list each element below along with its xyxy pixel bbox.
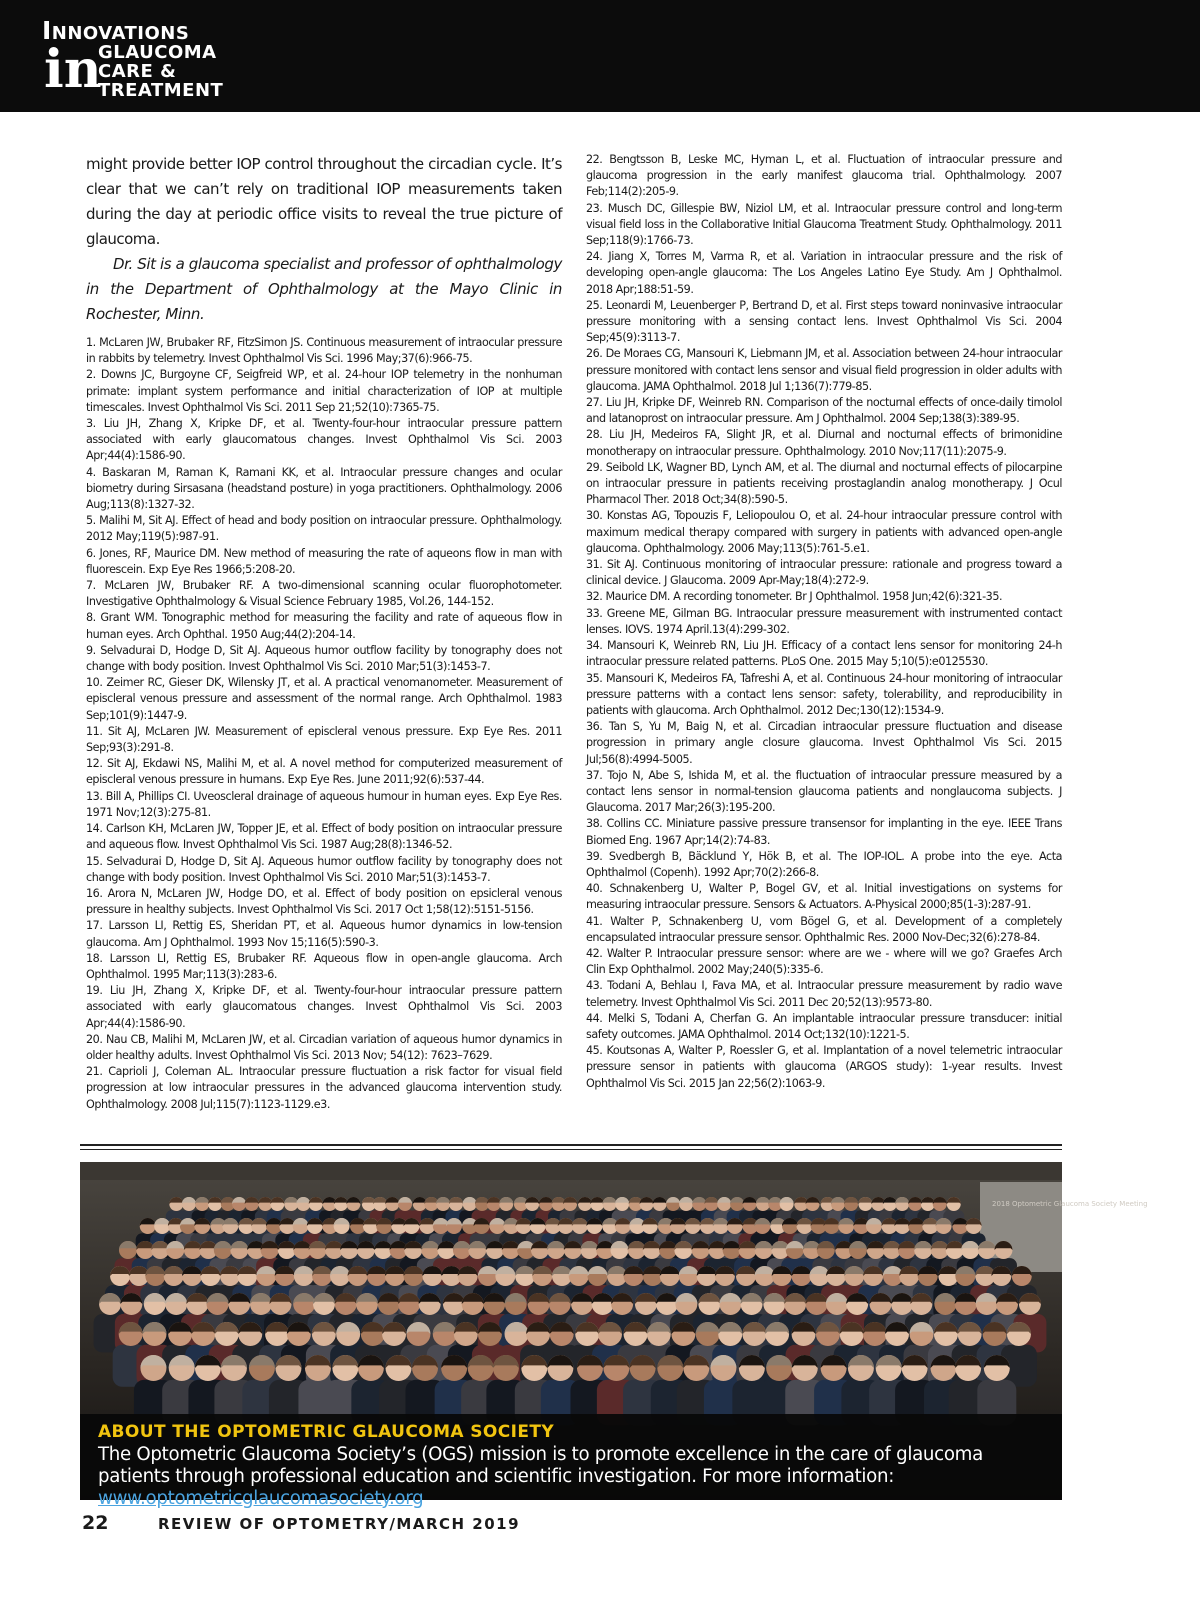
reference-item: 34. Mansouri K, Weinreb RN, Liu JH. Efficacy of a contact lens sensor for monitoring 24-h intraocular pressure related patterns. PLoS One. 2015 May 5;10(5):e0125530.	[586, 639, 1062, 669]
page-number: 22	[82, 1512, 109, 1534]
logo-treatment: TREATMENT	[98, 80, 224, 101]
reference-item: 8. Grant WM. Tonographic method for measuring the facility and rate of aqueous flow in human eyes. Arch Ophthal. 1950 Aug;44(2):204-14.	[86, 611, 562, 641]
reference-item: 31. Sit AJ. Continuous monitoring of intraocular pressure: rationale and progress toward a clinical device. J Glaucoma. 2009 Apr-May;18(4):272-9.	[586, 558, 1062, 588]
photo-banner-text: 2018 Optometric Glaucoma Society Meeting	[992, 1200, 1148, 1208]
reference-item: 39. Svedbergh B, Bäcklund Y, Hök B, et al. The IOP-IOL. A probe into the eye. Acta Ophthalmol (Copenh). 1992 Apr;70(2):266-8.	[586, 849, 1062, 879]
reference-item: 4. Baskaran M, Raman K, Ramani KK, et al. Intraocular pressure changes and ocular biometry during Sirsasana (headstand posture) in yoga practitioners. Ophthalmology. 2006 Aug;113(8):1327-32.	[86, 465, 562, 512]
reference-item: 13. Bill A, Phillips CI. Uveoscleral drainage of aqueous humour in human eyes. Exp Eye Res. 1971 Nov;12(3):275-81.	[86, 789, 562, 819]
reference-item: 32. Maurice DM. A recording tonometer. Br J Ophthalmol. 1958 Jun;42(6):321-35.	[586, 590, 1003, 604]
reference-list-left	[86, 335, 562, 1113]
ogs-website-link[interactable]: www.optometricglaucomasociety.org	[98, 1488, 424, 1509]
reference-item: 36. Tan S, Yu M, Baig N, et al. Circadian intraocular pressure fluctuation and disease progression in primary angle closure glaucoma. Invest Ophthalmol Vis Sci. 2015 Jul;56(8):4994-5005.	[586, 720, 1062, 766]
reference-item: 26. De Moraes CG, Mansouri K, Liebmann JM, et al. Association between 24-hour intraocular pressure monitored with contact lens sensor and visual field progression in older adults with glaucoma. JAMA Ophthalmol. 2018 Jul 1;136(7):779-85.	[586, 347, 1062, 393]
reference-item: 29. Seibold LK, Wagner BD, Lynch AM, et al. The diurnal and nocturnal effects of pilocarpine on intraocular pressure in patients receiving prostaglandin analog monotherapy. J Ocul Pharmacol Ther. 2018 Oct;34(8):590-5.	[586, 460, 1062, 507]
ogs-title: ABOUT THE OPTOMETRIC GLAUCOMA SOCIETY	[98, 1422, 555, 1442]
reference-item: 16. Arora N, McLaren JW, Hodge DO, et al. Effect of body position on epsicleral venous pressure in healthy subjects. Invest Ophthalmol Vis Sci. 2017 Oct 1;58(12):5151-5156.	[86, 886, 562, 917]
author-bio: Dr. Sit is a glaucoma specialist and professor of ophthalmology in the Department of Ophthalmology at the Mayo Clinic in Rochester, Minn.	[86, 255, 562, 323]
reference-item: 33. Greene ME, Gilman BG. Intraocular pressure measurement with instrumented contact lenses. IOVS. 1974 April.13(4):299-302.	[586, 606, 1062, 636]
logo-in: in	[44, 39, 102, 100]
reference-item: 42. Walter P. Intraocular pressure sensor: where are we - where will we go? Graefes Arch Clin Exp Ophthalmol. 2002 May;240(5):335-6.	[586, 946, 1062, 977]
logo-glaucoma: GLAUCOMA	[98, 42, 217, 63]
reference-item: 10. Zeimer RC, Gieser DK, Wilensky JT, et al. A practical venomanometer. Measurement of episcleral venous pressure and assessment of the normal range. Arch Ophthalmol. 1983 Sep;101(9):1447-9.	[86, 676, 562, 722]
ogs-caption-box	[80, 1414, 1062, 1509]
reference-item: 24. Jiang X, Torres M, Varma R, et al. Variation in intraocular pressure and the risk of developing open-angle glaucoma: The Los Angeles Latino Eye Study. Am J Ophthalmol. 2018 Apr;188:51-59.	[586, 250, 1062, 296]
reference-item: 43. Todani A, Behlau I, Fava MA, et al. Intraocular pressure measurement by radio wave telemetry. Invest Ophthalmol Vis Sci. 2011 Dec 20;52(13):9573-80.	[586, 979, 1062, 1009]
right-column	[586, 152, 1062, 1092]
journal-issue: REVIEW OF OPTOMETRY/MARCH 2019	[158, 1515, 521, 1533]
reference-item: 17. Larsson LI, Rettig ES, Sheridan PT, et al. Aqueous humor dynamics in low-tension glaucoma. Am J Ophthalmol. 1993 Nov 15;116(5):590-3.	[86, 919, 562, 949]
reference-item: 14. Carlson KH, McLaren JW, Topper JE, et al. Effect of body position on intraocular pressure and aqueous flow. Invest Ophthalmol Vis Sci. 1987 Aug;28(8):1346-52.	[86, 822, 562, 852]
reference-item: 45. Koutsonas A, Walter P, Roessler G, et al. Implantation of a novel telemetric intraocular pressure sensor in patients with glaucoma (ARGOS study): 1-year results. Invest Ophthalmol Vis Sci. 2015 Jan 22;56(2):1063-9.	[586, 1044, 1062, 1090]
reference-item: 23. Musch DC, Gillespie BW, Niziol LM, et al. Intraocular pressure control and long-term visual field loss in the Collaborative Initial Glaucoma Treatment Study. Ophthalmology. 2011 Sep;118(9):1766-73.	[586, 201, 1062, 248]
reference-list-right	[586, 152, 1062, 1092]
reference-item: 5. Malihi M, Sit AJ. Effect of head and body position on intraocular pressure. Ophthalmology. 2012 May;119(5):987-91.	[86, 514, 562, 544]
reference-item: 20. Nau CB, Malihi M, McLaren JW, et al. Circadian variation of aqueous humor dynamics in older healthy adults. Invest Ophthalmol Vis Sci. 2013 Nov; 54(12): 7623–7629.	[86, 1032, 562, 1062]
reference-item: 19. Liu JH, Zhang X, Kripke DF, et al. Twenty-four-hour intraocular pressure pattern associated with early glaucomatous changes. Invest Ophthalmol Vis Sci. 2003 Apr;44(4):1586-90.	[86, 984, 562, 1030]
reference-item: 41. Walter P, Schnakenberg U, vom Bögel G, et al. Development of a completely encapsulated intraocular pressure sensor. Ophthalmic Res. 2000 Nov-Dec;32(6):278-84.	[586, 914, 1062, 944]
reference-item: 1. McLaren JW, Brubaker RF, FitzSimon JS. Continuous measurement of intraocular pressure in rabbits by telemetry. Invest Ophthalmol Vis Sci. 1996 May;37(6):966-75.	[86, 336, 562, 366]
reference-item: 35. Mansouri K, Medeiros FA, Tafreshi A, et al. Continuous 24-hour monitoring of intraocular pressure patterns with a contact lens sensor: safety, tolerability, and reproducibility in patients with glaucoma. Arch Ophthalmol. 2012 Dec;130(12):1534-9.	[586, 671, 1062, 717]
left-column	[86, 152, 562, 1113]
divider-rule-top	[80, 1144, 1062, 1146]
reference-item: 28. Liu JH, Medeiros FA, Slight JR, et al. Diurnal and nocturnal effects of brimonidine monotherapy on intraocular pressure. Ophthalmology. 2010 Nov;117(11):2075-9.	[586, 428, 1062, 458]
reference-item: 22. Bengtsson B, Leske MC, Hyman L, et al. Fluctuation of intraocular pressure and glaucoma progression in the early manifest glaucoma trial. Ophthalmology. 2007 Feb;114(2):205-9.	[586, 153, 1062, 199]
reference-item: 9. Selvadurai D, Hodge D, Sit AJ. Aqueous humor outflow facility by tonography does not change with body position. Invest Ophthalmol Vis Sci. 2010 Mar;51(3):1453-7.	[86, 643, 562, 674]
ogs-body-text: The Optometric Glaucoma Society’s (OGS) mission is to promote excellence in the care of glaucoma patients through professional education and scientific investigation. For more information:	[98, 1444, 983, 1487]
reference-item: 30. Konstas AG, Topouzis F, Leliopoulou O, et al. 24-hour intraocular pressure control with maximum medical therapy compared with surgery in patients with advanced open-angle glaucoma. Ophthalmology. 2006 May;113(5):761-5.e1.	[586, 509, 1062, 555]
logo-innovations: Innovations	[42, 16, 190, 45]
reference-item: 37. Tojo N, Abe S, Ishida M, et al. the fluctuation of intraocular pressure measured by a contact lens sensor in normal-tension glaucoma patients and nonglaucoma subjects. J Glaucoma. 2017 Mar;26(3):195-200.	[586, 768, 1062, 815]
reference-item: 11. Sit AJ, McLaren JW. Measurement of episcleral venous pressure. Exp Eye Res. 2011 Sep;93(3):291-8.	[86, 724, 562, 755]
reference-item: 3. Liu JH, Zhang X, Kripke DF, et al. Twenty-four-hour intraocular pressure pattern associated with early glaucomatous changes. Invest Ophthalmol Vis Sci. 2003 Apr;44(4):1586-90.	[86, 417, 562, 463]
logo-care: CARE &	[98, 61, 177, 82]
reference-item: 12. Sit AJ, Ekdawi NS, Malihi M, et al. A novel method for computerized measurement of episcleral venous pressure in humans. Exp Eye Res. June 2011;92(6):537-44.	[86, 757, 562, 787]
reference-item: 15. Selvadurai D, Hodge D, Sit AJ. Aqueous humor outflow facility by tonography does not change with body position. Invest Ophthalmol Vis Sci. 2010 Mar;51(3):1453-7.	[86, 854, 562, 884]
reference-item: 40. Schnakenberg U, Walter P, Bogel GV, et al. Initial investigations on systems for measuring intraocular pressure. Sensors & Actuators. A-Physical 2000;85(1-3):287-91.	[586, 882, 1062, 912]
reference-item: 18. Larsson LI, Rettig ES, Brubaker RF. Aqueous flow in open-angle glaucoma. Arch Ophthalmol. 1995 Mar;113(3):283-6.	[86, 951, 562, 981]
reference-item: 27. Liu JH, Kripke DF, Weinreb RN. Comparison of the nocturnal effects of once-daily timolol and latanoprost on intraocular pressure. Am J Ophthalmol. 2004 Sep;138(3):389-95.	[586, 396, 1062, 426]
reference-item: 7. McLaren JW, Brubaker RF. A two-dimensional scanning ocular fluorophotometer. Investigative Ophthalmology & Visual Science February 1985, Vol.26, 144-152.	[86, 579, 562, 609]
reference-item: 2. Downs JC, Burgoyne CF, Seigfreid WP, et al. 24-hour IOP telemetry in the nonhuman primate: implant system performance and initial characterization of IOP at multiple timescales. Invest Ophthalmol Vis Sci. 2011 Sep 21;52(10):7365-75.	[86, 368, 562, 414]
reference-item: 44. Melki S, Todani A, Cherfan G. An implantable intraocular pressure transducer: initial safety outcomes. JAMA Ophthalmol. 2014 Oct;132(10):1221-5.	[586, 1011, 1062, 1041]
reference-item: 25. Leonardi M, Leuenberger P, Bertrand D, et al. First steps toward noninvasive intraocular pressure monitoring with a sensing contact lens. Invest Ophthalmol Vis Sci. 2004 Sep;45(9):3113-7.	[586, 298, 1062, 345]
reference-item: 21. Caprioli J, Coleman AL. Intraocular pressure fluctuation a risk factor for visual field progression at low intraocular pressures in the advanced glaucoma intervention study. Ophthalmology. 2008 Jul;115(7):1123-1129.e3.	[86, 1065, 562, 1111]
reference-item: 38. Collins CC. Miniature passive pressure transensor for implanting in the eye. IEEE Trans Biomed Eng. 1967 Apr;14(2):74-83.	[586, 817, 1062, 847]
ogs-description	[98, 1444, 1044, 1510]
divider-rule-bottom	[80, 1149, 1062, 1150]
lead-paragraph: might provide better IOP control throughout the circadian cycle. It’s clear that we can’t rely on traditional IOP measurements taken during the day at periodic office visits to reveal the true picture of glaucoma.	[86, 155, 562, 248]
page-header	[0, 0, 1200, 112]
reference-item: 6. Jones, RF, Maurice DM. New method of measuring the rate of aqueons flow in man with fluorescein. Exp Eye Res 1966;5:208-20.	[86, 546, 562, 576]
